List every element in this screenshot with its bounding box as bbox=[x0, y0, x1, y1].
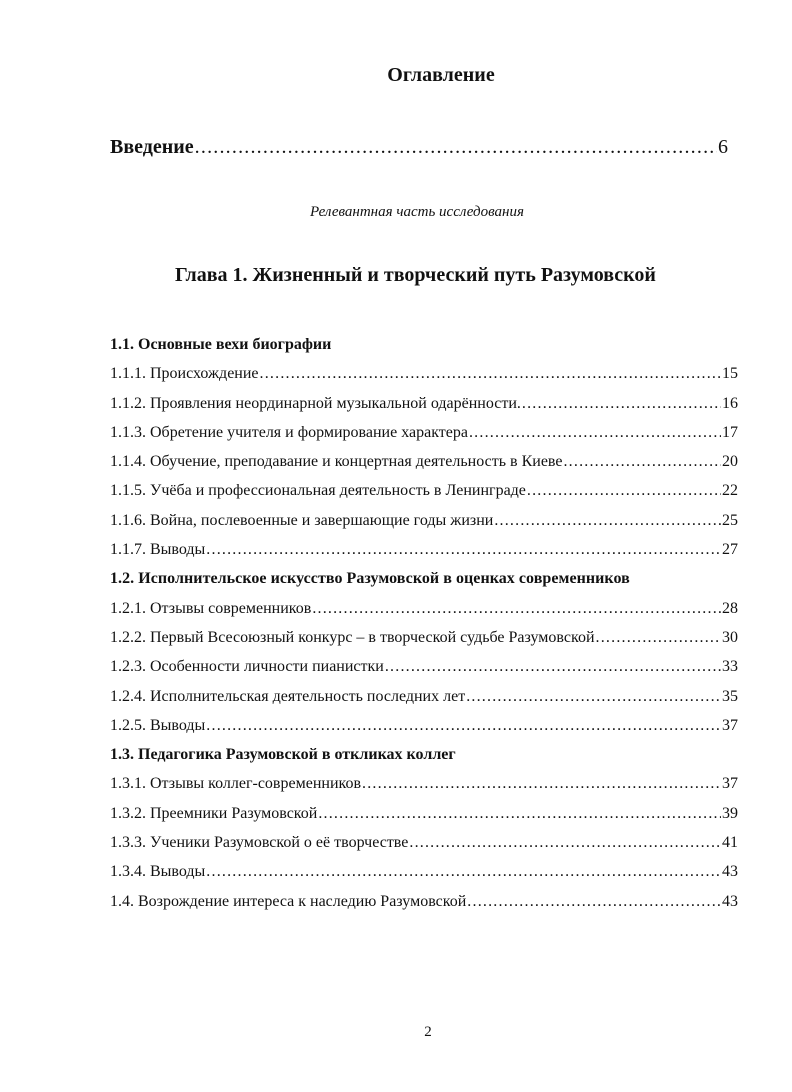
toc-entry[interactable] bbox=[110, 418, 738, 447]
toc-entry-label: 1.2.4. Исполнительская деятельность последних лет bbox=[110, 687, 466, 705]
toc-entry-page: 35 bbox=[722, 687, 738, 705]
toc-entry-page: 43 bbox=[722, 863, 738, 881]
toc-leader-dots bbox=[206, 711, 721, 740]
toc-entry-label: 1.3.1. Отзывы коллег-современников bbox=[110, 775, 362, 793]
toc-leader-dots bbox=[385, 652, 721, 681]
toc-entry[interactable] bbox=[110, 506, 738, 535]
toc-entry[interactable] bbox=[110, 447, 738, 476]
toc-entry[interactable] bbox=[110, 594, 738, 623]
toc-entry[interactable] bbox=[110, 623, 738, 652]
toc-leader-dots bbox=[466, 682, 721, 711]
toc-entry[interactable] bbox=[110, 769, 738, 798]
toc-entry-page: 37 bbox=[722, 716, 738, 734]
toc-leader-dots bbox=[195, 136, 717, 159]
toc-entry-page: 6 bbox=[718, 136, 728, 158]
toc-entry-label: 1.2. Исполнительское искусство Разумовской в оценках современников bbox=[110, 570, 630, 588]
toc-entry[interactable] bbox=[110, 476, 738, 505]
toc-entry-page: 20 bbox=[722, 453, 738, 471]
toc-entry-label: 1.3.3. Ученики Разумовской о её творчестве bbox=[110, 834, 409, 852]
toc-entry-label: 1.2.1. Отзывы современников bbox=[110, 599, 312, 617]
toc-entry-label: 1.3. Педагогика Разумовской в откликах коллег bbox=[110, 746, 456, 764]
toc-entry-label: 1.1.1. Происхождение bbox=[110, 365, 259, 383]
toc-leader-dots bbox=[596, 623, 721, 652]
toc-leader-dots bbox=[494, 506, 721, 535]
toc-entry-introduction[interactable] bbox=[110, 136, 728, 159]
toc-leader-dots bbox=[467, 887, 721, 916]
toc-section-heading[interactable] bbox=[110, 564, 738, 593]
toc-entry-label: Введение bbox=[110, 136, 194, 158]
toc-section-heading[interactable] bbox=[110, 740, 738, 769]
toc-entry-page: 33 bbox=[722, 658, 738, 676]
toc-entry[interactable] bbox=[110, 828, 738, 857]
toc-entry[interactable] bbox=[110, 652, 738, 681]
toc-entry[interactable] bbox=[110, 359, 738, 388]
toc-entry-label: 1.4. Возрождение интереса к наследию Разумовской bbox=[110, 892, 467, 910]
toc-entry-label: 1.1.6. Война, послевоенные и завершающие годы жизни bbox=[110, 511, 494, 529]
toc-entry-label: 1.2.2. Первый Всесоюзный конкурс – в творческой судьбе Разумовской bbox=[110, 628, 595, 646]
toc-leader-dots bbox=[312, 594, 721, 623]
toc-leader-dots bbox=[527, 476, 721, 505]
page-number: 2 bbox=[424, 1024, 432, 1040]
toc-entry-label: 1.1.3. Обретение учителя и формирование характера bbox=[110, 423, 468, 441]
toc-leader-dots bbox=[260, 359, 721, 388]
toc-entry-page: 41 bbox=[722, 834, 738, 852]
toc-leader-dots bbox=[206, 857, 721, 886]
toc-entry-page: 25 bbox=[722, 511, 738, 529]
toc-entry-label: 1.1.2. Проявления неординарной музыкальной одарённости. bbox=[110, 394, 521, 412]
toc-entry[interactable] bbox=[110, 682, 738, 711]
toc-entry-label: 1.1.5. Учёба и профессиональная деятельность в Ленинграде bbox=[110, 482, 526, 500]
toc-entry-label: 1.1.7. Выводы bbox=[110, 541, 206, 559]
toc-leader-dots bbox=[362, 769, 721, 798]
toc-leader-dots bbox=[318, 799, 721, 828]
toc-entry[interactable] bbox=[110, 535, 738, 564]
toc-entry[interactable] bbox=[110, 799, 738, 828]
part-subtitle: Релевантная часть исследования bbox=[310, 204, 524, 220]
toc-leader-dots bbox=[522, 389, 721, 418]
toc-entry-page: 17 bbox=[722, 423, 738, 441]
toc-entry[interactable] bbox=[110, 887, 738, 916]
toc-entry-page: 22 bbox=[722, 482, 738, 500]
toc-section-heading[interactable] bbox=[110, 330, 738, 359]
page-title: Оглавление bbox=[387, 64, 495, 86]
toc-entry-page: 16 bbox=[722, 394, 738, 412]
toc-entry-label: 1.2.3. Особенности личности пианистки bbox=[110, 658, 384, 676]
chapter-heading: Глава 1. Жизненный и творческий путь Разумовской bbox=[175, 264, 656, 286]
toc-entry-label: 1.1. Основные вехи биографии bbox=[110, 336, 332, 353]
toc-entry-page: 30 bbox=[722, 628, 738, 646]
toc-entry-page: 37 bbox=[722, 775, 738, 793]
toc-entry-page: 39 bbox=[722, 804, 738, 822]
toc-entry-page: 43 bbox=[722, 892, 738, 910]
toc-entry-label: 1.1.4. Обучение, преподавание и концертная деятельность в Киеве bbox=[110, 453, 563, 471]
toc-leader-dots bbox=[469, 418, 721, 447]
toc-list bbox=[110, 330, 738, 916]
toc-entry-page: 28 bbox=[722, 599, 738, 617]
toc-entry[interactable] bbox=[110, 857, 738, 886]
toc-entry-label: 1.3.4. Выводы bbox=[110, 863, 206, 881]
toc-entry-page: 27 bbox=[722, 541, 738, 559]
toc-entry-label: 1.2.5. Выводы bbox=[110, 716, 206, 734]
toc-leader-dots bbox=[563, 447, 721, 476]
toc-entry[interactable] bbox=[110, 711, 738, 740]
toc-entry-label: 1.3.2. Преемники Разумовской bbox=[110, 804, 318, 822]
toc-leader-dots bbox=[206, 535, 721, 564]
toc-leader-dots bbox=[409, 828, 721, 857]
toc-entry[interactable] bbox=[110, 389, 738, 418]
toc-entry-page: 15 bbox=[722, 365, 738, 383]
